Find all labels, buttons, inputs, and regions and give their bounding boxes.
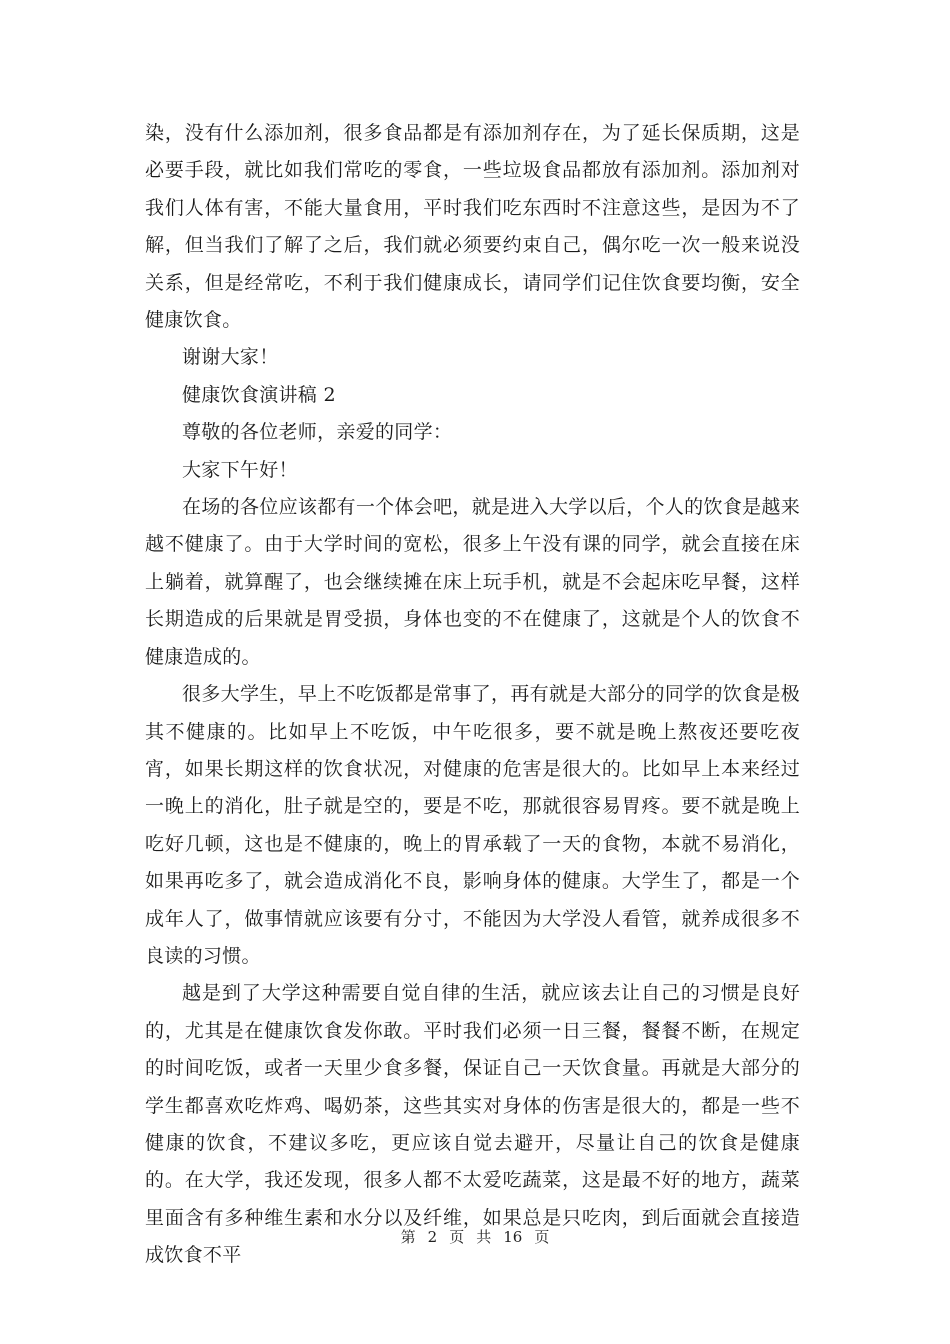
salutation: 尊敬的各位老师，亲爱的同学： [182,421,453,444]
footer-total-pages: 16 [503,1228,523,1246]
section-title: 健康饮食演讲稿 2 [182,383,336,406]
document-body [145,115,800,1275]
footer-gong: 共 [476,1228,492,1246]
page-footer [0,1226,950,1247]
footer-ye: 页 [449,1228,465,1246]
paragraph: 越是到了大学这种需要自觉自律的生活，就应该去让自己的习惯是良好的，尤其是在健康饮食发你敢。平时我们必须一日三餐，餐餐不断，在规定的时间吃饭，或者一天里少食多餐，保证自己一天饮食量。再就是大部分的学生都喜欢吃炸鸡、喝奶茶，这些其实对身体的伤害是很大的，都是一些不健康的饮食，不建议多吃，更应该自觉去避开，尽量让自己的饮食是健康的。在大学，我还发现，很多人都不太爱吃蔬菜，这是最不好的地方，蔬菜里面含有多种维生素和水分以及纤维，如果总是只吃肉，到后面就会直接造成饮食不平 [145,982,800,1267]
paragraph: 很多大学生，早上不吃饭都是常事了，再有就是大部分的同学的饮食是极其不健康的。比如早上不吃饭，中午吃很多，要不就是晚上熬夜还要吃夜宵，如果长期这样的饮食状况，对健康的危害是很大的。比如早上本来经过一晚上的消化，肚子就是空的，要是不吃，那就很容易胃疼。要不就是晚上吃好几顿，这也是不健康的，晚上的胃承载了一天的食物，本就不易消化，如果再吃多了，就会造成消化不良，影响身体的健康。大学生了，都是一个成年人了，做事情就应该要有分寸，不能因为大学没人看管，就养成很多不良读的习惯。 [145,683,800,967]
footer-page-number: 2 [427,1228,438,1246]
paragraph: 在场的各位应该都有一个体会吧，就是进入大学以后，个人的饮食是越来越不健康了。由于大学时间的宽松，很多上午没有课的同学，就会直接在床上躺着，就算醒了，也会继续摊在床上玩手机，就是不会起床吃早餐，这样长期造成的后果就是胃受损，身体也变的不在健康了，这就是个人的饮食不健康造成的。 [145,496,800,668]
paragraph: 染，没有什么添加剂，很多食品都是有添加剂存在，为了延长保质期，这是必要手段，就比如我们常吃的零食，一些垃圾食品都放有添加剂。添加剂对我们人体有害，不能大量食用，平时我们吃东西时不注意这些，是因为不了解，但当我们了解了之后，我们就必须要约束自己，偶尔吃一次一般来说没关系，但是经常吃，不利于我们健康成长，请同学们记住饮食要均衡，安全健康饮食。 [145,122,800,332]
footer-ye-2: 页 [534,1228,550,1246]
footer-di: 第 [400,1228,416,1246]
greeting: 大家下午好！ [182,458,298,481]
paragraph: 谢谢大家！ [182,346,279,369]
